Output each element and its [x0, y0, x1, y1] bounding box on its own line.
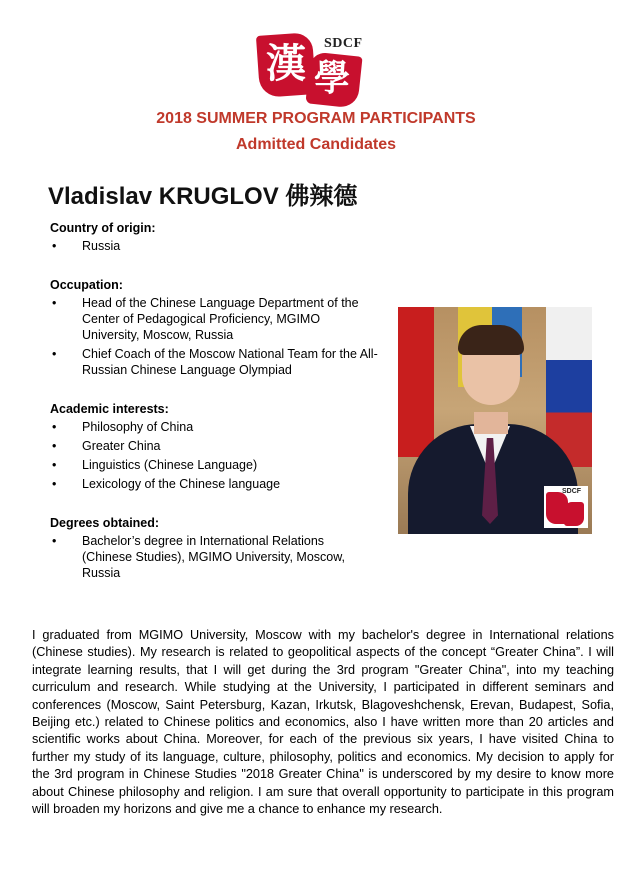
page-title: 2018 SUMMER PROGRAM PARTICIPANTS — [156, 110, 476, 127]
sdcf-logo — [258, 28, 374, 106]
photo-neck — [474, 412, 508, 434]
watermark-seal — [564, 502, 584, 526]
bullet-list — [50, 238, 380, 254]
bullet-list — [50, 533, 370, 581]
list-item: • Russia — [50, 238, 380, 254]
watermark-brand: SDCF — [562, 488, 582, 495]
section-title: Occupation: — [50, 278, 123, 292]
photo-watermark-logo — [544, 486, 588, 528]
photo-flag — [398, 307, 434, 457]
candidate-name: Vladislav KRUGLOV 佛辣德 — [48, 183, 358, 210]
section-title: Degrees obtained: — [50, 516, 160, 530]
section-title: Country of origin: — [50, 221, 156, 235]
logo-brand-text: SDCF — [324, 36, 363, 51]
candidate-photo — [398, 307, 592, 534]
list-item: • Lexicology of the Chinese language — [50, 476, 380, 492]
section-title: Academic interests: — [50, 402, 169, 416]
section-degrees — [50, 515, 370, 584]
section-country — [50, 220, 380, 257]
page-subtitle: Admitted Candidates — [235, 136, 396, 153]
list-item: • Linguistics (Chinese Language) — [50, 457, 380, 473]
bullet-list — [50, 295, 380, 378]
logo-glyph-han: 漢 — [266, 40, 306, 87]
list-item: • Chief Coach of the Moscow National Team for the All-Russian Chinese Language Olympiad — [50, 346, 380, 378]
biography-paragraph: I graduated from MGIMO University, Moscow with my bachelor's degree in International relations (Chinese studies). My research is related to geopolitical aspects of the concept “Greater China”. I will integrate learning results, that I will get during the 3rd program "Greater China", into my teaching curriculum and research. While studying at the University, I participated in different seminars and conferences (Moscow, Saint Petersburg, Kazan, Irkutsk, Blagoveshchensk, Erevan, Budapest, Sofia, Beijing etc.) related to Chinese politics and economics, also I have written more than 20 articles and scientific works about China. Moreover, for each of the previous six years, I have visited China to further my study of its language, culture, philosophy, politics and economics. My decision to apply for the 3rd program in Chinese Studies "2018 Greater China" is underscored by my desire to know more about Chinese philosophy and religion. I am sure that overall opportunity to participate in this program will broaden my horizons and give me a chance to enhance my research. — [32, 628, 614, 817]
bullet-list — [50, 419, 380, 492]
list-item: • Greater China — [50, 438, 380, 454]
section-interests — [50, 401, 380, 495]
photo-hair — [458, 325, 524, 355]
list-item: • Philosophy of China — [50, 419, 380, 435]
list-item: • Bachelor’s degree in International Relations (Chinese Studies), MGIMO University, Moscow, Russia — [50, 533, 370, 581]
logo-glyph-xue: 學 — [314, 57, 351, 99]
section-occupation — [50, 277, 380, 381]
list-item: • Head of the Chinese Language Department of the Center of Pedagogical Proficiency, MGIMO University, Moscow, Russia — [50, 295, 380, 343]
